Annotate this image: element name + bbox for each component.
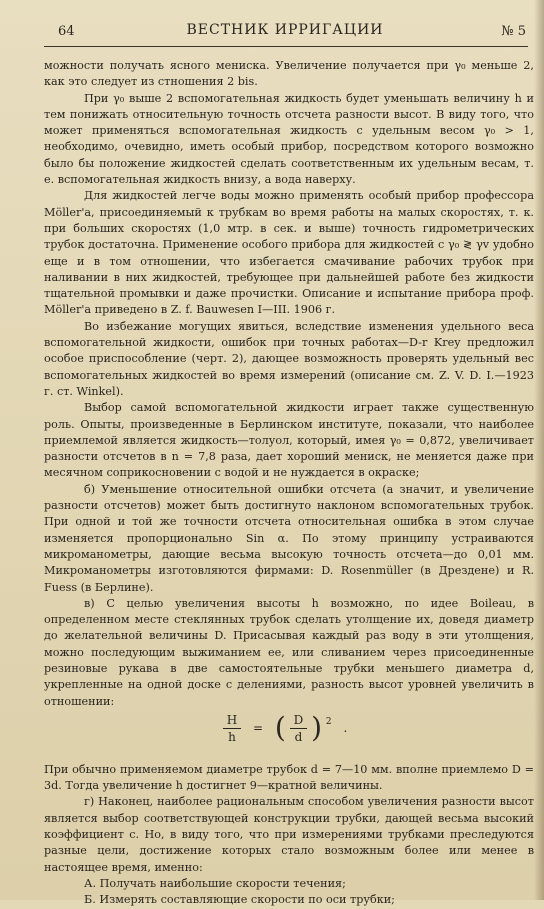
open-paren: ( <box>274 711 286 745</box>
journal-title: ВЕСТНИК ИРРИГАЦИИ <box>186 22 384 38</box>
exponent: 2 <box>325 716 332 727</box>
paragraph: г) Наконец, наиболее рациональным способом увеличения разности высот является выбор соответствующей конструкции трубки, дающей весьма высокий коэффициент с. Но, в виду того, что при измерениями трубками преследуются разные цели, достижение которых стало возможным более или менее в настоящее время, именно: <box>44 795 534 874</box>
numerator: D <box>290 712 308 729</box>
paragraph: б) Уменьшение относительной ошибки отсчета (а значит, и увеличение разности отсчетов) может быть достигнуто наклоном вспомогательных трубок. При одной и той же точности отсчета относительная ошибка в этом случае изменяется пропорционально Sin α. По этому принципу устраиваются микроманометры, дающие весьма высокую точность отсчета—до 0,01 мм. Микроманометры изготовляются фирмами: D. Rosenmüller (в Дрездене) и R. Fuess (в Берлине). <box>44 482 534 594</box>
numerator: H <box>223 712 241 729</box>
equals-sign: = <box>253 721 264 736</box>
paragraph: При γ₀ выше 2 вспомогательная жидкость будет уменьшать величину h и тем понижать относительную точность отсчета разности высот. В виду того, что может применяться вспомогательная жидкость с удельным весом γ₀ > 1, необходимо, очевидно, иметь особый прибор, посредством которого возможно было бы положение жидкостей сделать соответственным их удельным весам, т. е. вспомогательная жидкость внизу, а вода наверху. <box>44 91 534 187</box>
list-item: А. Получать наибольшие скорости течения; <box>84 876 346 890</box>
formula-period: . <box>343 721 348 736</box>
fraction-right <box>290 712 308 745</box>
paragraph: При обычно применяемом диаметре трубок d = 7—10 мм. вполне приемлемо D = 3d. Тогда увеличение h достигнет 9—кратной величины. <box>44 762 534 793</box>
header-rule <box>44 46 528 47</box>
article-body <box>44 58 534 909</box>
page-spine-shadow <box>534 0 544 900</box>
paragraph: Выбор самой вспомогательной жидкости играет также существенную роль. Опыты, произведенные в Берлинском институте, показали, что наиболее приемлемой является жидкость—толуол, который, имея γ₀ = 0,872, увеличивает разности отсчетов в n = 7,8 раза, дает хороший мениск, не меняется даже при месячном соприкосновении с водой и не нуждается в окраске; <box>44 401 534 480</box>
denominator: d <box>294 729 303 744</box>
fraction-left <box>223 712 241 745</box>
running-header <box>44 20 526 42</box>
denominator: h <box>228 729 236 744</box>
ratio-formula <box>44 712 534 758</box>
paragraph: Для жидкостей легче воды можно применять особый прибор профессора Möller'a, присоединяемый к трубкам во время работы на малых скоростях, т. к. при больших скоростях (1,0 мтр. в сек. и выше) точность гидрометрических трубок достаточна. Применение особого прибора для жидкостей с γ₀ ≷ γv удобно еще и в том отношении, что избегается смачивание рабочих трубок при наливании в них жидкостей, требующее при дальнейшей работе без жидкости тщательной промывки и даже прочистки. Описание и испытание прибора проф. Möller'a приведено в Z. f. Bauwesen I—III. 1906 г. <box>44 189 534 317</box>
issue-number: № 5 <box>501 24 526 39</box>
list-item: Б. Измерять составляющие скорости по оси трубки; <box>84 893 395 907</box>
close-paren: ) <box>311 711 323 745</box>
page-number: 64 <box>58 24 75 39</box>
paragraph: в) С целью увеличения высоты h возможно, по идее Boileau, в определенном месте стеклянных трубок сделать утолщение их, доведя диаметр до желательной величины D. Присасывая каждый раз воду в эти утолщения, можно последующим выжиманием ее, или сливанием через присоединенные резиновые рукава в две самостоятельные трубки меньшего диаметра d, укрепленные на одной доске с делениями, разность высот уровней увеличить в отношении: <box>44 596 534 708</box>
paragraph: Во избежание могущих явиться, вследствие изменения удельного веса вспомогательной жидкости, ошибок при точных работах—D-r Krey предложил особое приспособление (черт. 2), дающее возможность проверять удельный вес вспомогательных жидкостей во время измерений (описание см. Z. V. D. I.—1923 г. ст. Winkel). <box>44 319 534 398</box>
paragraph: можности получать ясного мениска. Увеличение получается при γ₀ меньше 2, как это следует из стношения 2 bis. <box>44 59 534 89</box>
